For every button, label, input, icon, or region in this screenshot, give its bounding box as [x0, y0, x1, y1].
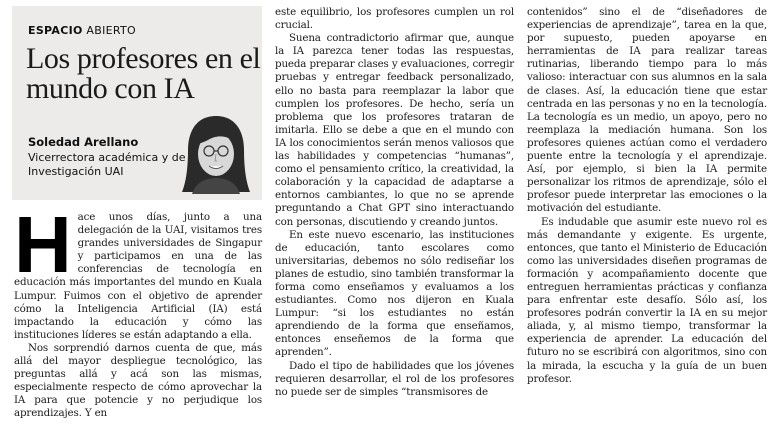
section-label-rest: ABIERTO [82, 24, 137, 37]
drop-cap: H [14, 200, 72, 289]
paragraph: Es indudable que asumir este nuevo rol es más demandante y exigente. Es urgente, entonces, que tanto el Ministerio de Educación como las universidades diseñen programas de formación y acompañamiento docente que entreguen herramientas prácticas y confianza para enfrentar este desafío. Sólo así, los profesores podrán convertir la IA en su mejor aliada, y, al mismo tiempo, transformar la experiencia de aprender. La educación del futuro no se escribirá con algoritmos, sino con la mirada, la escucha y la guía de un buen profesor. [527, 215, 767, 385]
author-name: Soledad Arellano [28, 135, 139, 149]
article-column-2 [275, 6, 514, 399]
paragraph: ace unos días, junto a una delegación de la UAI, visitamos tres grandes universidades de Singapur y participamos en una de las conferencias de tecnología en educación más importantes del mundo en Kuala Lumpur. Fuimos con el objetivo de aprender cómo la Inteligencia Artificial (IA) está impactando la educación y cómo las instituciones líderes se están adaptando a ella. [14, 211, 262, 341]
paragraph: Nos sorprendió darnos cuenta de que, más allá del mayor despliegue tecnológico, las preguntas allá y acá son las mismas, especialmente respecto de cómo aprovechar la IA para que potencie y no perjudique los aprendizajes. Y en [14, 341, 262, 420]
section-label-bold: ESPACIO [28, 24, 83, 37]
section-label [28, 24, 136, 37]
article-column-1 [14, 200, 262, 421]
author-role: Vicerrectora académica y de Investigación UAI [28, 151, 186, 178]
paragraph: En este nuevo escenario, las instituciones de educación, tanto escolares como universitarias, debemos no sólo rediseñar los planes de estudio, sino también transformar la forma como enseñamos y evaluamos a los estudiantes. Como nos dijeron en Kuala Lumpur: “si los estudiantes no están aprendiendo de la forma que enseñamos, entonces enseñemos de la forma que aprenden”. [275, 228, 514, 359]
paragraph: Suena contradictorio afirmar que, aunque la IA parezca tener todas las respuestas, pueda preparar clases y evaluaciones, corregir pruebas y entregar feedback personalizado, ello no basta para reemplazar la labor que cumplen los profesores. De hecho, sería un problema que los profesores trataran de imitarla. Ello se debe a que en el mundo con IA los conocimientos serán menos valiosos que las habilidades y competencias “humanas”, como el pensamiento crítico, la creatividad, la colaboración y la capacidad de adaptarse a entornos cambiantes, lo que no se aprende preguntando a Chat GPT sino interactuando con personas, discutiendo y creando juntos. [275, 32, 514, 228]
article-title: Los profesores en el mundo con IA [26, 42, 261, 105]
article-column-3 [527, 6, 767, 386]
paragraph-continued: contenidos” sino el de “diseñadores de experiencias de aprendizaje”, tarea en la que, por supuesto, pueden apoyarse en herramientas de IA para realizar tareas rutinarias, liberando tiempo para lo más valioso: interactuar con sus alumnos en la sala de clases. Así, la educación tiene que estar centrada en las personas y no en la tecnología. La tecnología es un medio, un apoyo, pero no reemplaza la mediación humana. Son los profesores quienes actúan como el verdadero puente entre la tecnología y el aprendizaje. Así, por ejemplo, si bien la IA permite personalizar los ritmos de aprendizaje, sólo el profesor puede interpretar las emociones o la motivación del estudiante. [527, 6, 767, 215]
author-portrait [178, 112, 254, 194]
paragraph-continued: este equilibrio, los profesores cumplen un rol crucial. [275, 6, 514, 32]
paragraph: Dado el tipo de habilidades que los jóvenes requieren desarrollar, el rol de los profesores no puede ser de simples “transmisores de [275, 359, 514, 398]
